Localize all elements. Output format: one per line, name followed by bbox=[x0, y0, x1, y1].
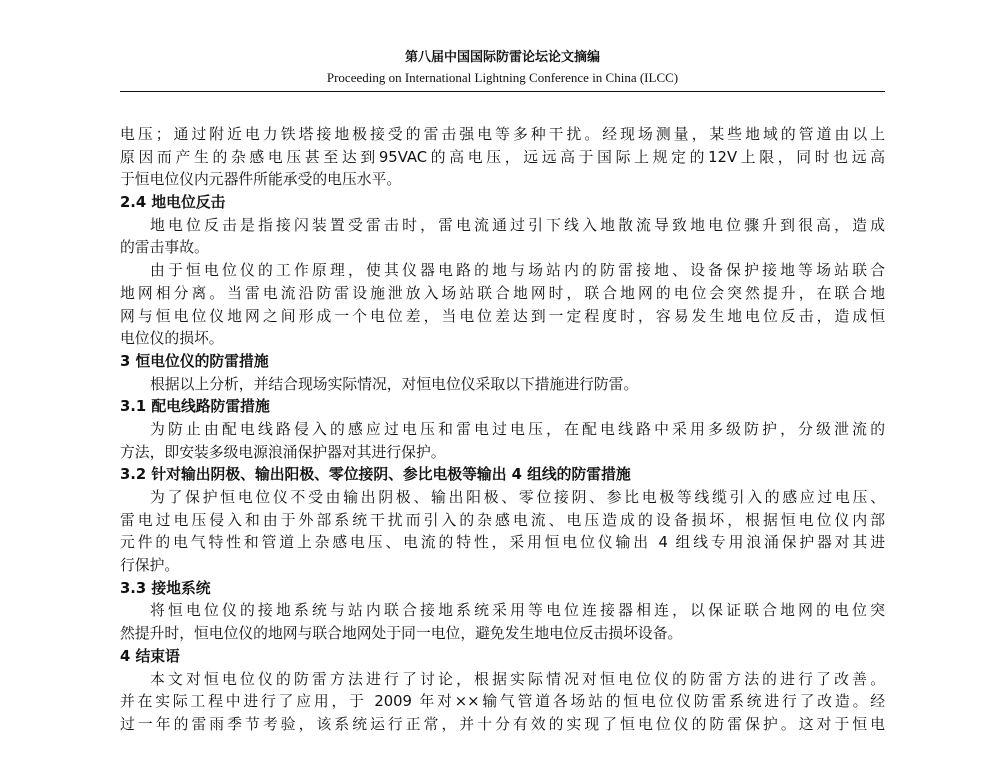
body-line: 网与恒电位仪地网之间形成一个电位差，当电位差达到一定程度时，容易发生地电位反击，造成恒 bbox=[120, 307, 885, 325]
section-heading: 4 结束语 bbox=[120, 647, 180, 665]
body-line: 电压；通过附近电力铁塔接地极接受的雷击强电等多种干扰。经现场测量，某些地域的管道由以上 bbox=[120, 126, 885, 143]
body-text bbox=[120, 124, 885, 737]
section-heading: 3.2 针对输出阴极、输出阳极、零位接阴、参比电极等输出 4 组线的防雷措施 bbox=[120, 466, 631, 484]
section-heading: 3 恒电位仪的防雷措施 bbox=[120, 352, 269, 370]
body-line: 为防止由配电线路侵入的感应过电压和雷电过电压，在配电线路中采用多级防护，分级泄流的 bbox=[150, 420, 885, 438]
body-line: 方法，即安装多级电源浪涌保护器对其进行保护。 bbox=[120, 443, 446, 461]
body-line: 元件的电气特性和管道上杂感电压、电流的特性，采用恒电位仪输出 4 组线专用浪涌保护器对其进 bbox=[120, 534, 885, 552]
body-line: 原因而产生的杂感电压甚至达到95VAC的高电压，远远高于国际上规定的12V上限，同时也远高 bbox=[120, 148, 885, 166]
body-line: 根据以上分析，并结合现场实际情况，对恒电位仪采取以下措施进行防雷。 bbox=[150, 375, 639, 393]
body-line: 过一年的雷雨季节考验，该系统运行正常，并十分有效的实现了恒电位仪的防雷保护。这对于恒电 bbox=[120, 715, 885, 733]
section-heading: 3.3 接地系统 bbox=[120, 579, 211, 597]
body-line: 于恒电位仪内元器件所能承受的电压水平。 bbox=[120, 171, 402, 189]
body-line: 本文对恒电位仪的防雷方法进行了讨论，根据实际情况对恒电位仪的防雷方法的进行了改善。 bbox=[150, 670, 885, 688]
header-title-en: Proceeding on International Lightning Conference in China (ILCC) bbox=[326, 70, 679, 85]
body-line: 由于恒电位仪的工作原理，使其仪器电路的地与场站内的防雷接地、设备保护接地等场站联合 bbox=[150, 262, 885, 280]
body-line: 行保护。 bbox=[120, 557, 180, 575]
body-line: 为了保护恒电位仪不受由输出阴极、输出阳极、零位接阴、参比电极等线缆引入的感应过电压、 bbox=[150, 489, 885, 506]
body-line: 然提升时，恒电位仪的地网与联合地网处于同一电位，避免发生地电位反击损坏设备。 bbox=[120, 625, 683, 643]
header-divider bbox=[120, 91, 885, 92]
header-title-cn: 第八届中国国际防雷论坛论文摘编 bbox=[404, 50, 600, 65]
section-heading: 2.4 地电位反击 bbox=[120, 194, 226, 212]
body-line: 雷电过电压侵入和由于外部系统干扰而引入的杂感电流、电压造成的设备损坏，根据恒电位仪内部 bbox=[120, 511, 885, 529]
section-heading: 3.1 配电线路防雷措施 bbox=[120, 398, 270, 416]
body-line: 地网相分离。当雷电流沿防雷设施泄放入场站联合地网时，联合地网的电位会突然提升，在联合地 bbox=[120, 284, 885, 302]
body-line: 的雷击事故。 bbox=[120, 239, 209, 257]
body-line: 并在实际工程中进行了应用，于 2009 年对××输气管道各场站的恒电位仪防雷系统进行了改造。经 bbox=[120, 693, 885, 711]
body-line: 将恒电位仪的接地系统与站内联合接地系统采用等电位连接器相连，以保证联合地网的电位突 bbox=[150, 602, 885, 620]
body-line: 电位仪的损坏。 bbox=[120, 330, 224, 348]
running-header bbox=[120, 48, 885, 88]
body-line: 地电位反击是指接闪装置受雷击时，雷电流通过引下线入地散流导致地电位骤升到很高，造成 bbox=[150, 216, 885, 234]
